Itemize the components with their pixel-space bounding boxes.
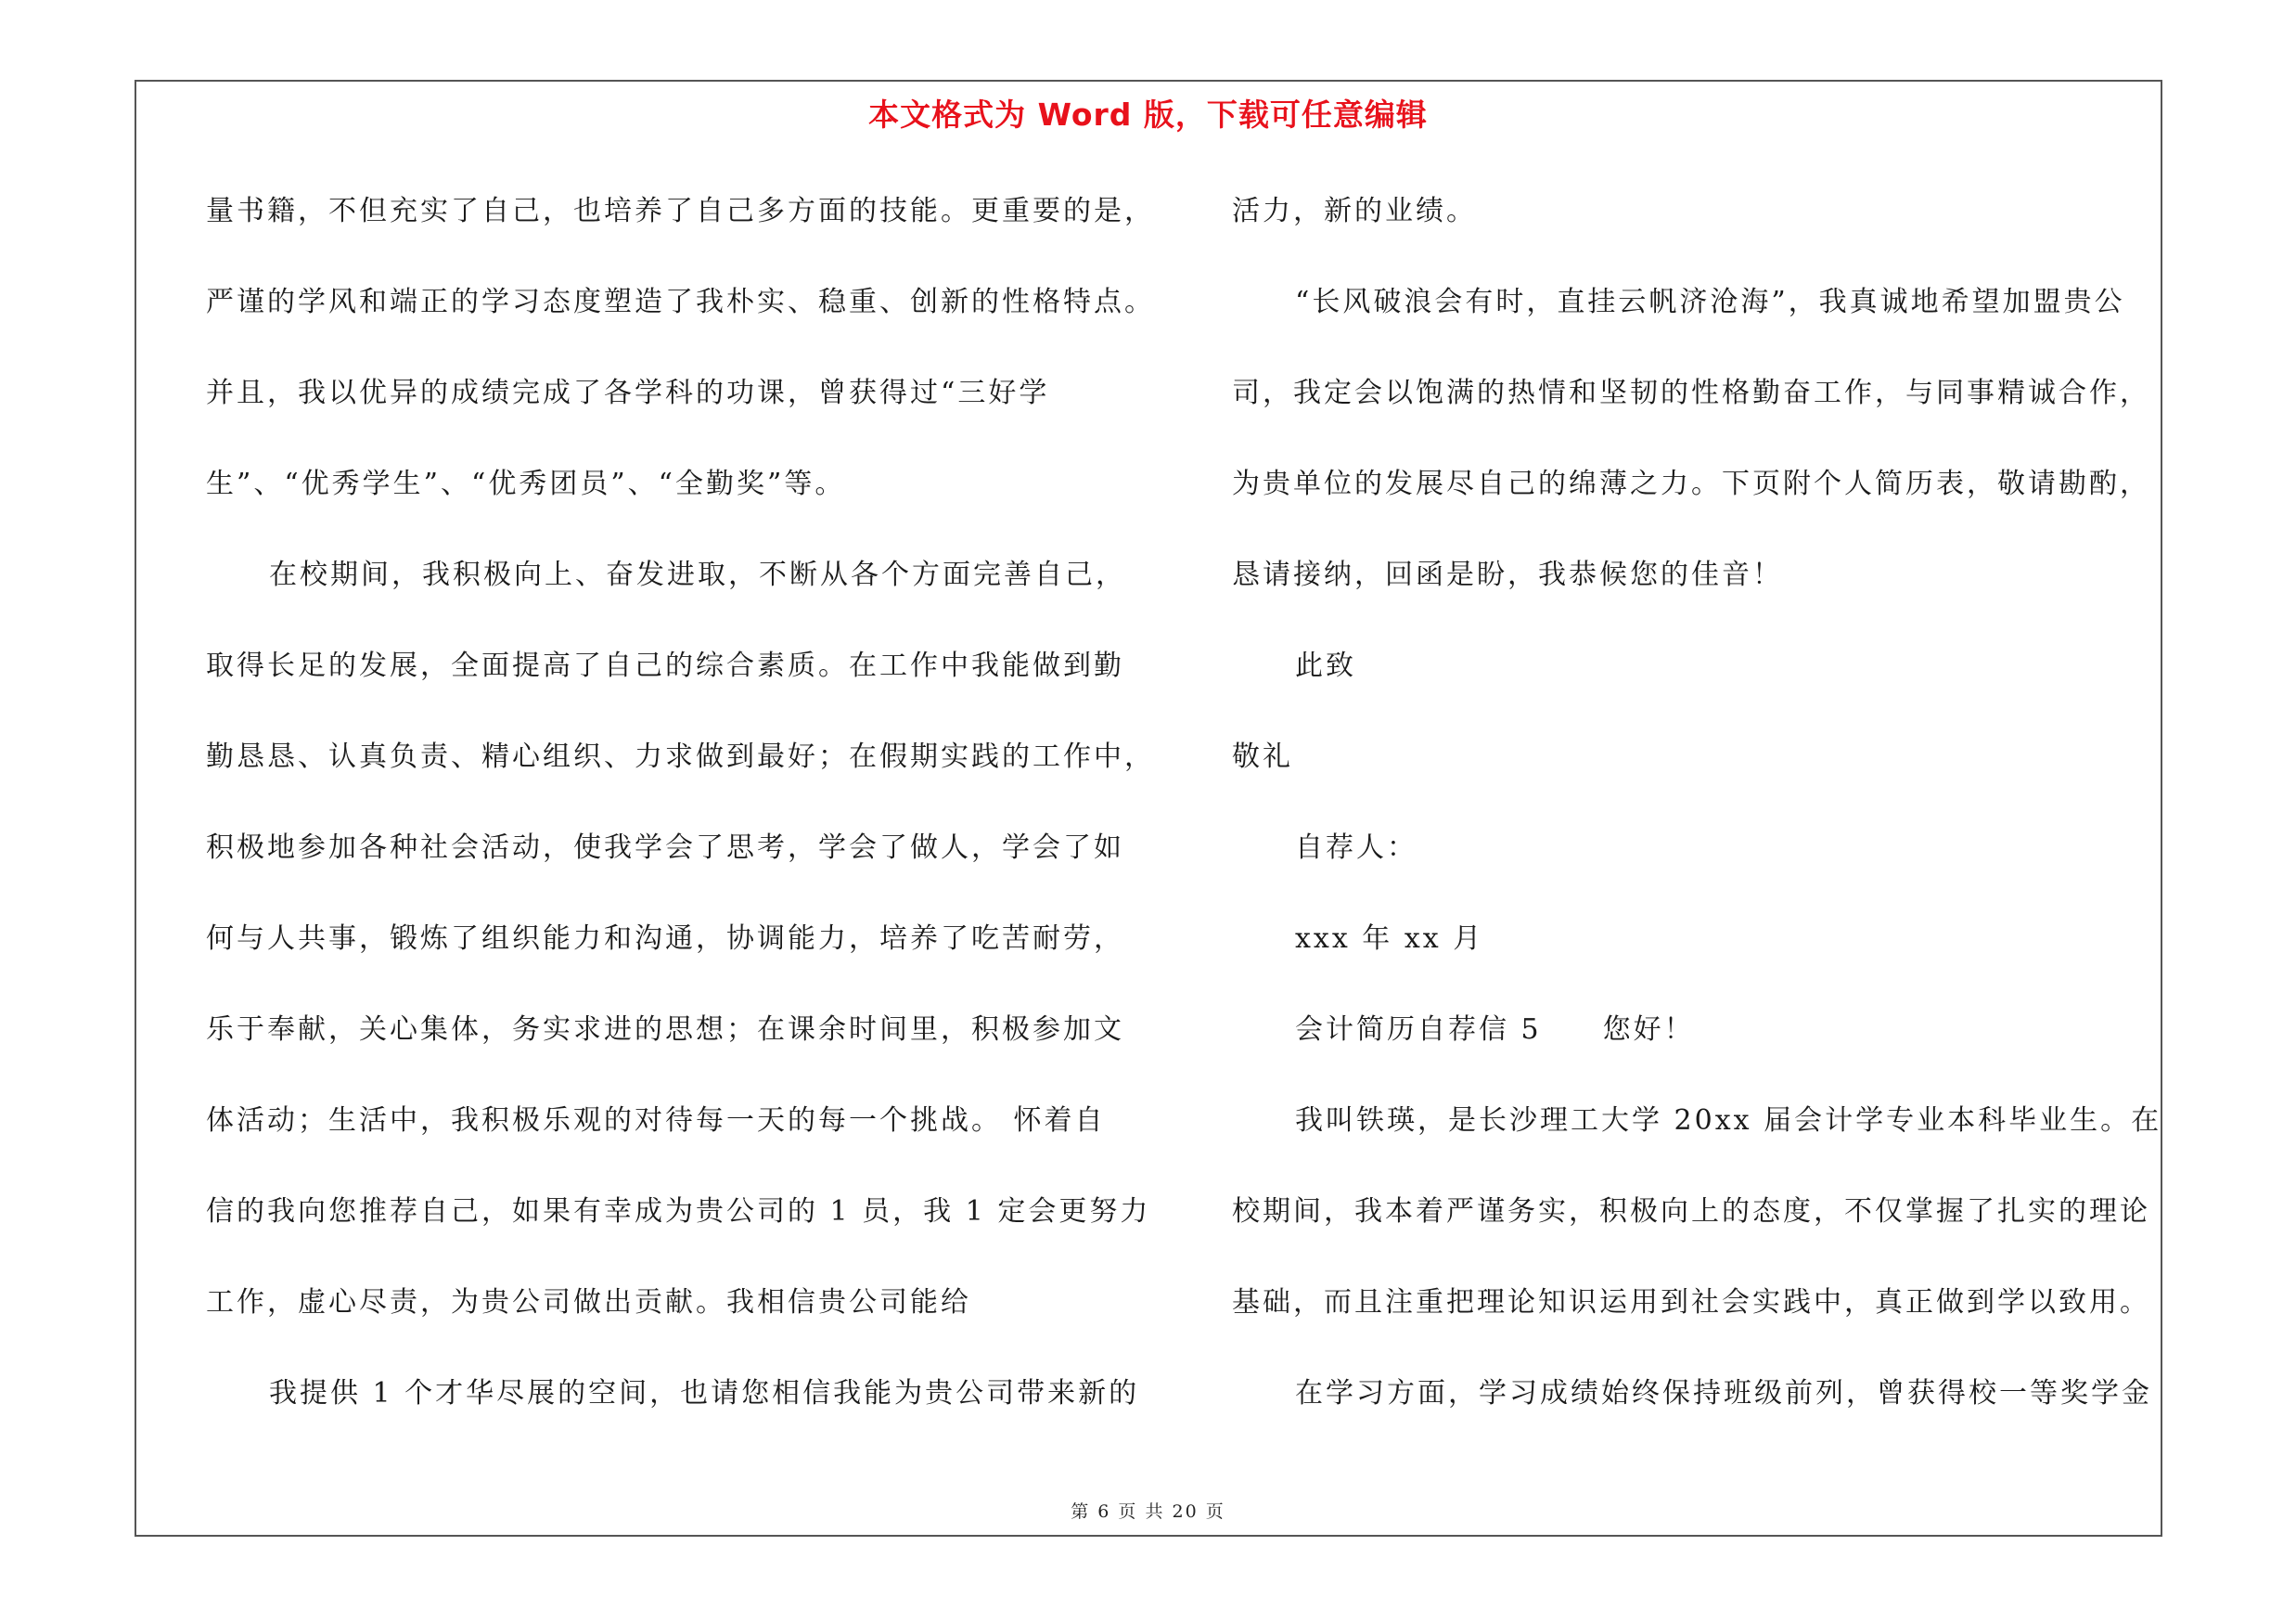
text-line: 校期间，我本着严谨务实，积极向上的态度，不仅掌握了扎实的理论	[1232, 1195, 2150, 1228]
text-line: 量书籍，不但充实了自己，也培养了自己多方面的技能。更重要的是，	[206, 195, 1155, 227]
closing-salutation: 此致	[1295, 650, 1356, 682]
text-line: 在学习方面，学习成绩始终保持班级前列，曾获得校一等奖学金	[1295, 1377, 2152, 1410]
text-line: 活力，新的业绩。	[1232, 195, 1477, 227]
text-line: 勤恳恳、认真负责、精心组织、力求做到最好；在假期实践的工作中，	[206, 741, 1155, 773]
date-line: xxx 年 xx 月	[1295, 922, 1484, 955]
text-line: 并且，我以优异的成绩完成了各学科的功课，曾获得过“三好学	[206, 377, 1050, 409]
text-line: 恳请接纳，回函是盼，我恭候您的佳音！	[1232, 559, 1783, 591]
text-line: 基础，而且注重把理论知识运用到社会实践中，真正做到学以致用。	[1232, 1286, 2150, 1319]
text-line: “长风破浪会有时，直挂云帆济沧海”，我真诚地希望加盟贵公	[1295, 286, 2125, 318]
text-line: 我提供 1 个才华尽展的空间，也请您相信我能为贵公司带来新的	[269, 1377, 1140, 1410]
section-heading-line	[1232, 1002, 2169, 1093]
text-line: 何与人共事，锻炼了组织能力和沟通，协调能力，培养了吃苦耐劳，	[206, 922, 1124, 955]
text-line: 生”、“优秀学生”、“优秀团员”、“全勤奖”等。	[206, 468, 846, 500]
text-line: 积极地参加各种社会活动，使我学会了思考，学会了做人，学会了如	[206, 831, 1124, 864]
greeting: 您好！	[1602, 1013, 1695, 1046]
text-line: 在校期间，我积极向上、奋发进取，不断从各个方面完善自己，	[269, 559, 1126, 591]
signature-label: 自荐人：	[1295, 831, 1417, 864]
text-line: 司，我定会以饱满的热情和坚韧的性格勤奋工作，与同事精诚合作，	[1232, 377, 2150, 409]
text-line: 为贵单位的发展尽自己的绵薄之力。下页附个人简历表，敬请勘酌，	[1232, 468, 2150, 500]
text-line: 体活动；生活中，我积极乐观的对待每一天的每一个挑战。 怀着自	[206, 1104, 1106, 1137]
text-line: 工作，虚心尽责，为贵公司做出贡献。我相信贵公司能给	[206, 1286, 971, 1319]
text-line: 乐于奉献，关心集体，务实求进的思想；在课余时间里，积极参加文	[206, 1013, 1124, 1046]
format-banner: 本文格式为 Word 版，下载可任意编辑	[868, 97, 1428, 133]
text-line: 信的我向您推荐自己，如果有幸成为贵公司的 1 员，我 1 定会更努力	[206, 1195, 1151, 1228]
text-line: 取得长足的发展，全面提高了自己的综合素质。在工作中我能做到勤	[206, 650, 1124, 682]
text-line: 严谨的学风和端正的学习态度塑造了我朴实、稳重、创新的性格特点。	[206, 286, 1155, 318]
page-number: 第 6 页 共 20 页	[1071, 1501, 1225, 1522]
right-column	[1232, 184, 2169, 1457]
text-line: 我叫铁瑛，是长沙理工大学 20xx 届会计学专业本科毕业生。在	[1295, 1104, 2162, 1137]
closing-regards: 敬礼	[1232, 741, 1293, 773]
section-title: 会计简历自荐信 5	[1295, 1013, 1542, 1046]
left-column	[206, 184, 1155, 1457]
